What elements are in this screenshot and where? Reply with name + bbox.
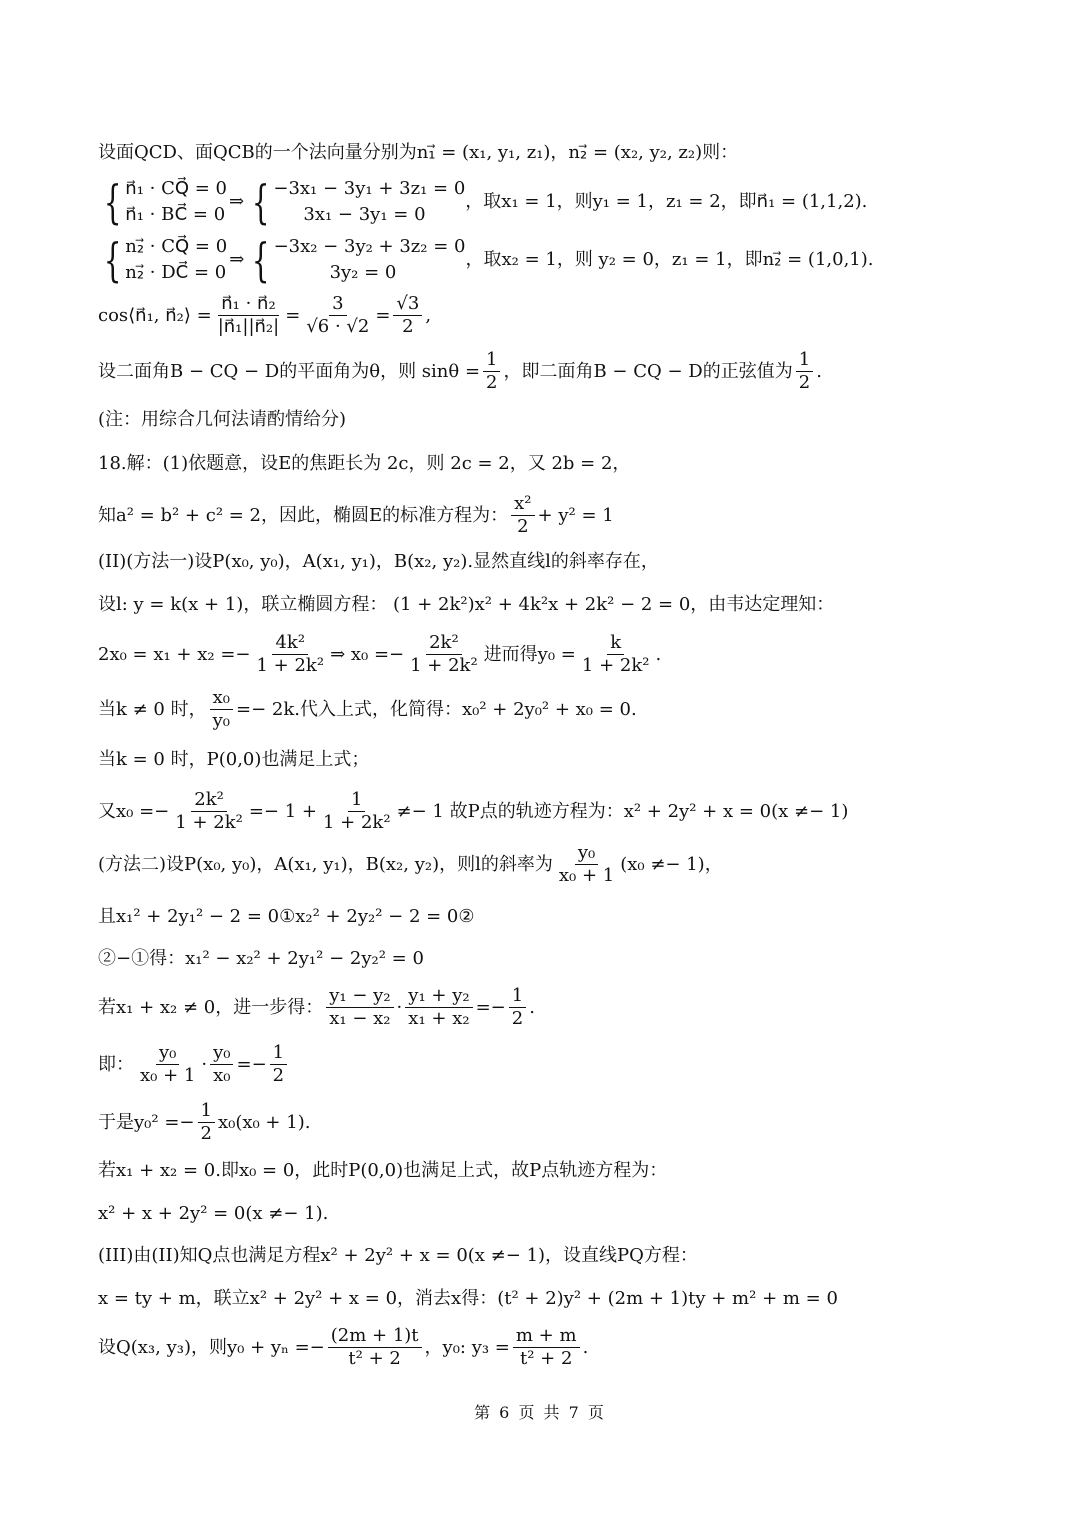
line-text: 即：: [98, 1053, 134, 1075]
sys-row: −3x₁ − 3y₁ + 3z₁ = 0: [273, 178, 466, 199]
fraction: $\frac{1}{\text{1 + 2k²}}$: [322, 789, 391, 833]
line-text: =−: [236, 1053, 267, 1075]
text-line: [98, 906, 475, 928]
line-text: + y² = 1: [537, 504, 614, 526]
system-left: { n₂⃗ · CQ⃗ = 0 n₂⃗ · DC⃗ = 0: [103, 233, 228, 287]
text-line: [98, 1203, 328, 1225]
line-text: 若x₁ + x₂ ≠ 0，进一步得：: [98, 996, 324, 1018]
text-line: [98, 1288, 838, 1310]
text-line: 设Q(x₃, y₃)，则y₀ + yₙ =− $\frac{(2m + 1)t}{\text{t² + 2}}$ ，y₀: y₃ = $\frac{m + m}{\text{t² + 2}}$ .: [98, 1325, 589, 1369]
line-text: =−: [475, 996, 506, 1018]
line-text: ⇒ x₀ =−: [330, 643, 405, 665]
fraction: $\frac{√3}{2}$: [393, 294, 422, 337]
line-text: (注：用综合几何法请酌情给分): [98, 409, 347, 430]
text-line: [98, 688, 637, 731]
sys-row: n₂⃗ · CQ⃗ = 0: [125, 236, 228, 257]
fraction: $\frac{\text{y₁ − y₂}}{\text{x₁ − x₂}}$: [326, 986, 393, 1029]
line-text: ，即二面角B − CQ − D的正弦值为: [503, 360, 793, 382]
fraction: $\frac{1}{2}$: [483, 350, 500, 393]
text-line: 即： $\frac{\text{y₀}}{\text{x₀ + 1}}$ · $\frac{\text{y₀}}{\text{x₀}}$ =− $\frac{1}{2}$: [98, 1043, 290, 1086]
fraction: $\frac{\text{2k²}}{\text{1 + 2k²}}$: [410, 632, 478, 676]
system-right: { −3x₂ − 3y₂ + 3z₂ = 0 3y₂ = 0: [252, 233, 466, 287]
equation-system-n1: { n⃗₁ · CQ⃗ = 0 n⃗₁ · BC⃗ = 0 ⇒ { −3x₁ − 3y₁ + 3z₁ = 0 3x₁ − 3y₁ = 0 ，取x₁ = 1，则y₁ = 1，z₁ = 2，即n⃗₁ = (1,1,2).: [98, 176, 867, 228]
sys-row: 3x₁ − 3y₁ = 0: [303, 204, 426, 225]
line-text: x₀(x₀ + 1).: [217, 1111, 311, 1133]
text-line: [98, 790, 848, 833]
fraction: $\frac{\text{n⃗₁ · n⃗₂}}{\text{|n⃗₁||n⃗₂|}}$: [217, 293, 280, 337]
line-text: 于是y₀² =−: [98, 1111, 195, 1133]
vieta-line: 2x₀ = x₁ + x₂ =− $\frac{\text{4k²}}{\text{1 + 2k²}}$ ⇒ x₀ =− $\frac{\text{2k²}}{\text{1 + 2k²}}$ 进而得y₀ = $\frac{k}{\text{1 + 2k²}}$ .: [98, 632, 662, 676]
line-text: (x₀ ≠− 1)，: [620, 853, 723, 875]
sys-row: n₂⃗ · DC⃗ = 0: [125, 262, 227, 283]
fraction: $\frac{1}{2}$: [796, 350, 813, 393]
line-text: 设面QCD、面QCB的一个法向量分别为n₁⃗ = (x₁, y₁, z₁)，n₂⃗ = (x₂, y₂, z₂)则：: [98, 142, 739, 163]
text-line: [98, 843, 723, 886]
line-text: =− 1 +: [248, 800, 317, 822]
line-text: ②−①得：x₁² − x₂² + 2y₁² − 2y₂² = 0: [98, 948, 424, 969]
fraction: $\frac{\text{2k²}}{\text{1 + 2k²}}$: [175, 789, 243, 833]
line-text: 若x₁ + x₂ = 0.即x₀ = 0，此时P(0,0)也满足上式，故P点轨迹方程为：: [98, 1160, 668, 1181]
fraction: $\frac{3}{√6 \cdot √2}$: [306, 293, 370, 337]
system-right: { −3x₁ − 3y₁ + 3z₁ = 0 3x₁ − 3y₁ = 0: [251, 175, 466, 229]
fraction: $\frac{\text{y₀}}{\text{x₀ + 1}}$: [140, 1042, 196, 1086]
line-text: ≠− 1 故P点的轨迹方程为：x² + 2y² + x = 0(x ≠− 1): [396, 800, 849, 822]
line-text: cos⟨n⃗₁, n⃗₂⟩ =: [98, 304, 212, 326]
line-text: 当k ≠ 0 时，: [98, 698, 207, 720]
text-line: [98, 1245, 698, 1267]
fraction: $\frac{1}{2}$: [509, 986, 526, 1029]
line-text: 设Q(x₃, y₃)，则y₀ + yₙ =−: [98, 1336, 325, 1358]
fraction: $\frac{k}{\text{1 + 2k²}}$: [581, 632, 650, 676]
text-line: [98, 551, 659, 573]
line-text: x = ty + m，联立x² + 2y² + x = 0，消去x得：(t² + 2)y² + (2m + 1)ty + m² + m = 0: [98, 1288, 838, 1309]
equation-system-n2: { n₂⃗ · CQ⃗ = 0 n₂⃗ · DC⃗ = 0 ⇒ { −3x₂ − 3y₂ + 3z₂ = 0 3y₂ = 0 ，取x₂ = 1，则 y₂ = 0，z₁ = 1，即n₂⃗ = (1,0,1).: [98, 234, 874, 286]
line-text: 且x₁² + 2y₁² − 2 = 0①x₂² + 2y₂² − 2 = 0②: [98, 906, 475, 927]
ellipse-equation-line: [98, 494, 614, 537]
text-line: [98, 948, 424, 970]
sys-row: −3x₂ − 3y₂ + 3z₂ = 0: [273, 236, 466, 257]
line-text: ，取x₂ = 1，则 y₂ = 0，z₁ = 1，即n₂⃗ = (1,0,1).: [465, 249, 874, 270]
fraction: $\frac{(2m + 1)t}{\text{t² + 2}}$: [328, 1326, 422, 1369]
problem-18-heading: [98, 453, 630, 475]
fraction: $\frac{1}{2}$: [270, 1043, 287, 1086]
cosine-line: cos⟨n⃗₁, n⃗₂⟩ = $\frac{\text{n⃗₁ · n⃗₂}}{\text{|n⃗₁||n⃗₂|}}$ = $\frac{3}{√6 \cdot √2}$ = $\frac{√3}{2}$ ,: [98, 293, 432, 337]
fraction: $\frac{\text{x²}}{2}$: [511, 494, 534, 537]
line-text: 进而得y₀ =: [483, 643, 576, 665]
line-text: 18.解：(1)依题意，设E的焦距长为 2c，则 2c = 2，又 2b = 2，: [98, 453, 631, 474]
fraction: $\frac{\text{x₀}}{\text{y₀}}$: [210, 688, 233, 731]
sys-row: n⃗₁ · BC⃗ = 0: [125, 204, 226, 225]
line-text: 又x₀ =−: [98, 800, 170, 822]
page-number-footer: 第 6 页 共 7 页: [474, 1403, 606, 1422]
fraction: $\frac{\text{y₀}}{\text{x₀ + 1}}$: [558, 842, 615, 886]
line-text: 设l: y = k(x + 1)，联立椭圆方程： (1 + 2k²)x² + 4k²x + 2k² − 2 = 0，由韦达定理知：: [98, 594, 835, 615]
text-line: [98, 594, 834, 616]
system-left: { n⃗₁ · CQ⃗ = 0 n⃗₁ · BC⃗ = 0: [103, 175, 227, 229]
line-text: 设二面角B − CQ − D的平面角为θ，则 sinθ =: [98, 360, 481, 382]
text-line-1: [98, 142, 738, 164]
line-text: (III)由(II)知Q点也满足方程x² + 2y² + x = 0(x ≠− 1)，设直线PQ方程：: [98, 1245, 698, 1266]
line-text: =− 2k.代入上式，化简得：x₀² + 2y₀² + x₀ = 0.: [236, 698, 637, 720]
fraction: $\frac{\text{y₀}}{\text{x₀}}$: [210, 1043, 233, 1086]
text-line: 若x₁ + x₂ ≠ 0，进一步得： $\frac{\text{y₁ − y₂}}{\text{x₁ − x₂}}$ · $\frac{\text{y₁ + y₂}}{\text{x₁ + x₂}}$ =− $\frac{1}{2}$ .: [98, 985, 535, 1029]
text-line: [98, 1101, 310, 1144]
text-line: [98, 749, 369, 771]
sine-line: 设二面角B − CQ − D的平面角为θ，则 sinθ = $\frac{1}{2}$ ，即二面角B − CQ − D的正弦值为 $\frac{1}{2}$ .: [98, 349, 822, 393]
note-line: [98, 409, 346, 431]
fraction: $\frac{1}{2}$: [198, 1101, 215, 1144]
line-text: 当k = 0 时，P(0,0)也满足上式；: [98, 749, 370, 770]
sys-row: 3y₂ = 0: [329, 262, 397, 283]
line-text: (II)(方法一)设P(x₀, y₀)，A(x₁, y₁)，B(x₂, y₂).显然直线l的斜率存在，: [98, 551, 659, 572]
line-text: x² + x + 2y² = 0(x ≠− 1).: [98, 1203, 329, 1224]
sys-row: n⃗₁ · CQ⃗ = 0: [125, 178, 227, 199]
line-text: 2x₀ = x₁ + x₂ =−: [98, 643, 251, 665]
line-text: 知a² = b² + c² = 2，因此，椭圆E的标准方程为：: [98, 504, 509, 526]
line-text: (方法二)设P(x₀, y₀)，A(x₁, y₁)，B(x₂, y₂)，则l的斜率为: [98, 853, 553, 875]
line-text: ，取x₁ = 1，则y₁ = 1，z₁ = 2，即n⃗₁ = (1,1,2).: [465, 191, 868, 212]
line-text: ，y₀: y₃ =: [424, 1336, 510, 1358]
text-line: [98, 1160, 667, 1182]
fraction: $\frac{\text{y₁ + y₂}}{\text{x₁ + x₂}}$: [405, 986, 472, 1029]
fraction: $\frac{m + m}{\text{t² + 2}}$: [513, 1326, 580, 1369]
fraction: $\frac{\text{4k²}}{\text{1 + 2k²}}$: [256, 632, 325, 676]
